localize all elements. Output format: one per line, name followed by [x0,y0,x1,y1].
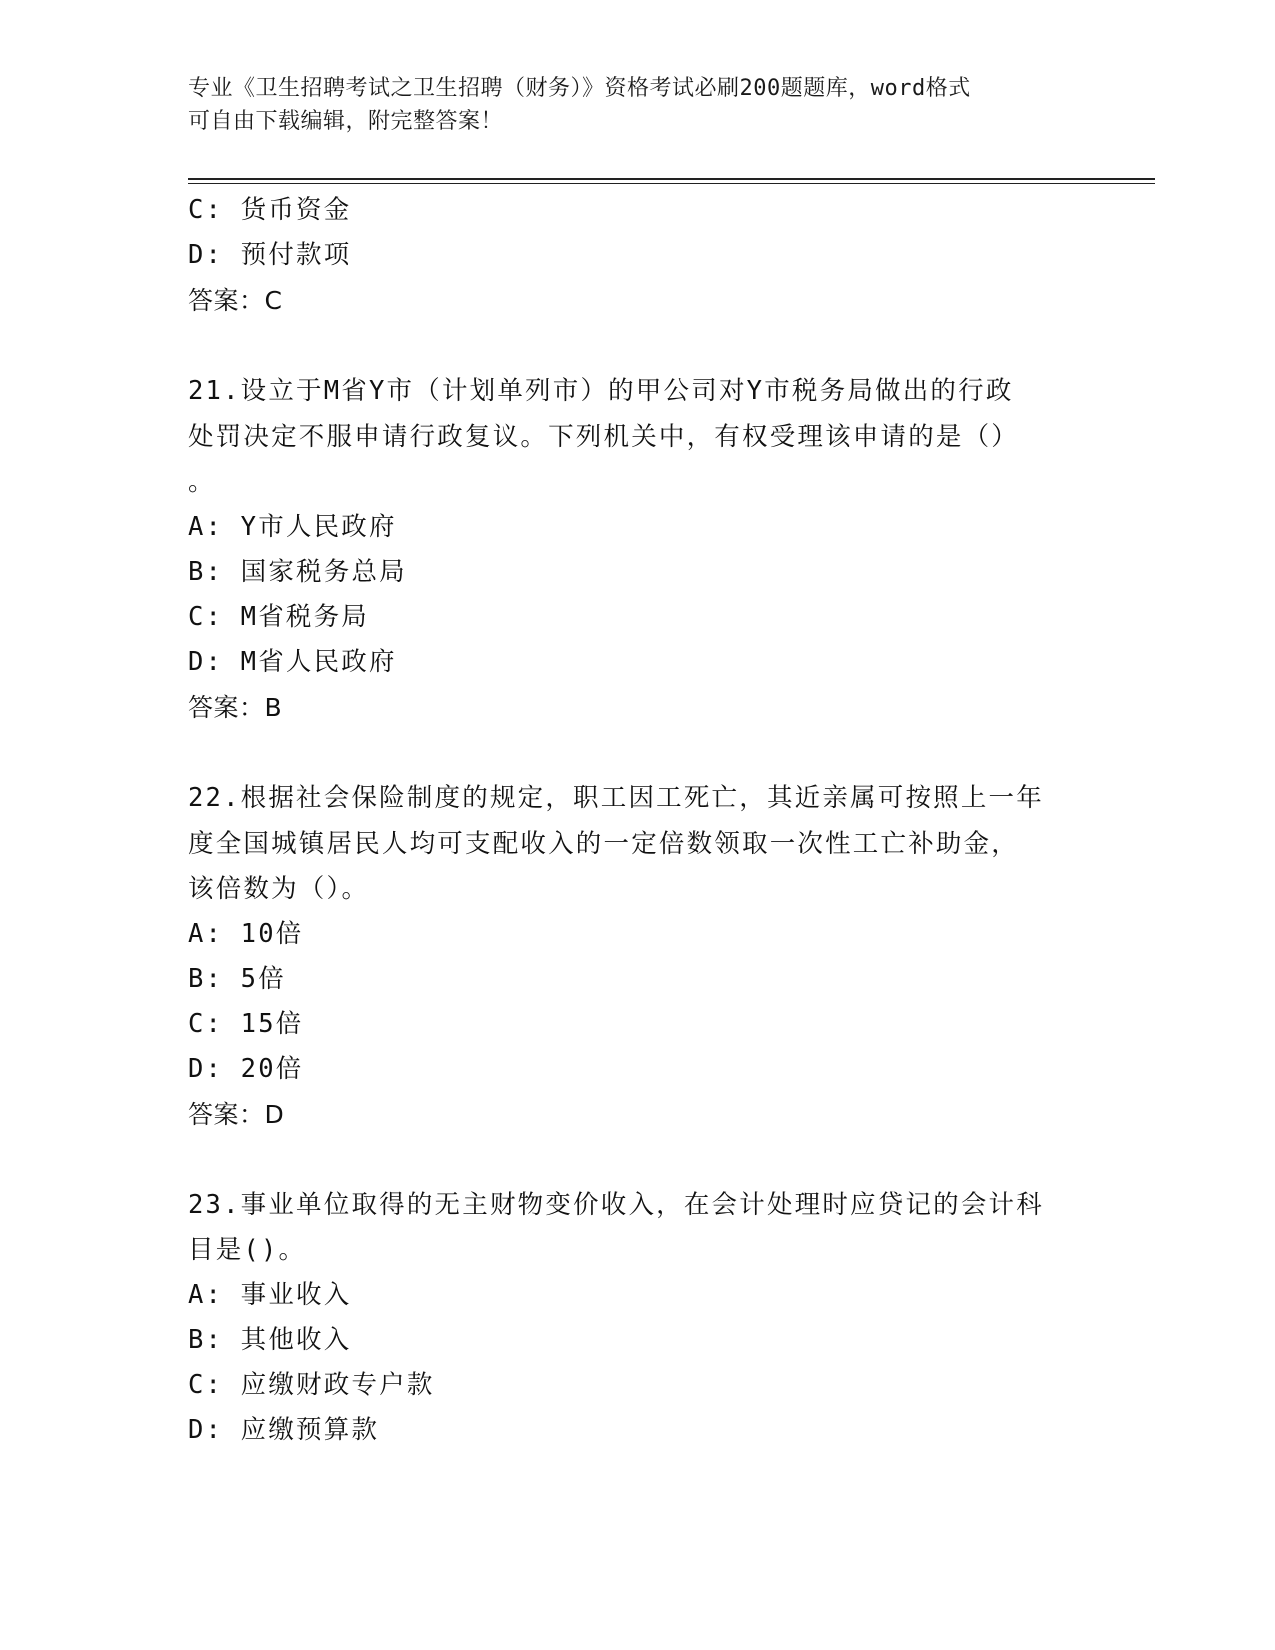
document-header [188,72,1088,138]
question-text-line: 21.设立于M省Y市（计划单列市）的甲公司对Y市税务局做出的行政 [188,376,1014,406]
option-c: C: 15倍 [188,1009,304,1039]
header-divider-thick [188,178,1155,180]
question-20-tail [188,188,1088,324]
question-text-line: 该倍数为（）。 [188,874,370,904]
option-a: A: 10倍 [188,919,304,949]
question-text-line: 度全国城镇居民人均可支配收入的一定倍数领取一次性工亡补助金， [188,829,1020,859]
spacer [188,1138,1088,1182]
question-23 [188,1182,1088,1453]
header-divider-thin [188,183,1155,184]
question-text-line: 目是()。 [188,1235,307,1265]
option-c: C: M省税务局 [188,602,370,632]
answer: 答案：B [188,693,283,722]
option-d: D: 应缴预算款 [188,1415,380,1445]
option-a: A: 事业收入 [188,1280,352,1310]
option-b: B: 其他收入 [188,1325,352,1355]
header-line-1: 专业《卫生招聘考试之卫生招聘（财务）》资格考试必刷200题题库，word格式 [188,76,971,101]
option-d: D: 20倍 [188,1054,304,1084]
spacer [188,324,1088,368]
option-d: D: M省人民政府 [188,647,397,677]
question-text-line: 处罚决定不服申请行政复议。下列机关中，有权受理该申请的是（） [188,422,1020,452]
answer: 答案：D [188,1100,285,1129]
header-line-2: 可自由下载编辑，附完整答案！ [188,109,504,134]
question-text-line: 。 [188,467,216,497]
answer: 答案：C [188,286,283,315]
question-text-line: 22.根据社会保险制度的规定，职工因工死亡，其近亲属可按照上一年 [188,783,1044,813]
option-d: D: 预付款项 [188,240,352,270]
spacer [188,731,1088,775]
question-21 [188,368,1088,731]
option-c: C: 应缴财政专户款 [188,1370,435,1400]
option-a: A: Y市人民政府 [188,512,397,542]
question-22 [188,775,1088,1138]
option-b: B: 5倍 [188,964,286,994]
document-body [188,188,1088,1453]
option-b: B: 国家税务总局 [188,557,407,587]
option-c: C: 货币资金 [188,195,352,225]
question-text-line: 23.事业单位取得的无主财物变价收入，在会计处理时应贷记的会计科 [188,1190,1044,1220]
